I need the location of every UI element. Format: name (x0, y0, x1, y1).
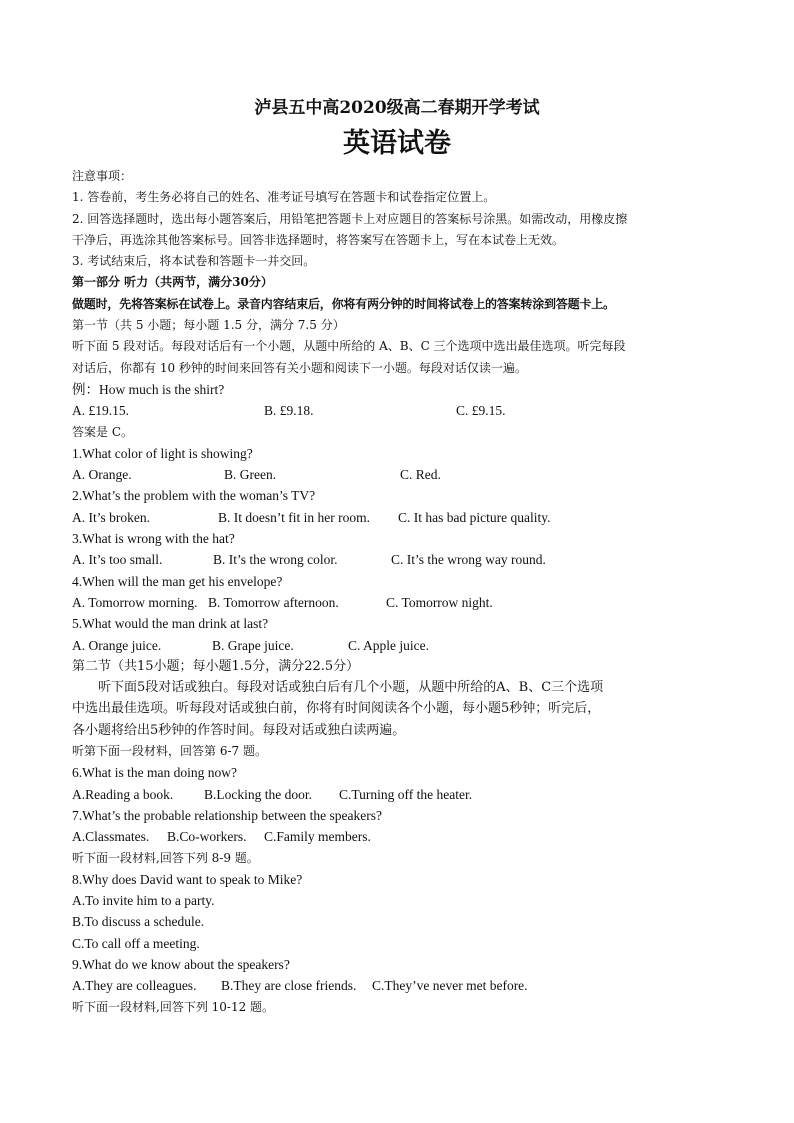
option-a: A. It’s too small. (72, 552, 163, 568)
option-c: C. Tomorrow night. (386, 594, 493, 610)
exam-subtitle: 英语试卷 (343, 128, 451, 159)
option-b: B.To discuss a schedule. (72, 914, 205, 930)
exam-page (72, 96, 722, 1018)
question-text: 7.What’s the probable relationship between the speakers? (72, 807, 383, 823)
exam-title: 泸县五中高2020级高二春期开学考试 (254, 98, 540, 118)
note-item: 2. 回答选择题时，选出每小题答案后，用铅笔把答题卡上对应题目的答案标号涂黑。如需改动，用橡皮擦 (72, 211, 628, 226)
option-c: C.Turning off the heater. (339, 786, 473, 802)
section2-directions: 听下面5段对话或独白。每段对话或独白后有几个小题，从题中所给的A、B、C三个选项 (98, 680, 604, 696)
option-a: A.Classmates. (72, 829, 150, 845)
option-b: B.They are close friends. (221, 978, 357, 994)
option-a: A. Orange. (72, 467, 132, 483)
question-text: 4.When will the man get his envelope? (72, 573, 283, 589)
example-answer: 答案是 C。 (72, 424, 133, 439)
part1-heading: 第一部分 听力（共两节，满分30分） (72, 275, 273, 290)
question-options (72, 635, 722, 656)
option-b: B. Tomorrow afternoon. (208, 594, 339, 610)
question-options (72, 464, 722, 485)
example-options (72, 400, 722, 421)
section1-directions: 对话后，你都有 10 秒钟的时间来回答有关小题和阅读下一小题。每段对话仅读一遍。 (72, 360, 527, 375)
material-instruction: 听第下面一段材料，回答第 6-7 题。 (72, 744, 267, 759)
question-text: 3.What is wrong with the hat? (72, 531, 235, 547)
option-c: C.To call off a meeting. (72, 935, 200, 951)
question-text: 6.What is the man doing now? (72, 765, 237, 781)
option-c: C. It has bad picture quality. (398, 509, 551, 525)
option-b: B. It doesn’t fit in her room. (218, 509, 370, 525)
question-options (72, 784, 722, 805)
question-options (72, 826, 722, 847)
option-a: A. Orange juice. (72, 637, 162, 653)
section2-heading: 第二节（共15小题；每小题1.5分，满分22.5分） (72, 658, 360, 674)
note-item: 干净后，再选涂其他答案标号。回答非选择题时，将答案写在答题卡上，写在本试卷上无效。 (72, 232, 565, 247)
option-b: B. It’s the wrong color. (213, 552, 338, 568)
option-a: A.Reading a book. (72, 786, 174, 802)
option-a: A.To invite him to a party. (72, 893, 215, 909)
note-item: 1. 答卷前，考生务必将自己的姓名、准考证号填写在答题卡和试卷指定位置上。 (72, 190, 496, 205)
question-options (72, 549, 722, 570)
note-item: 3. 考试结束后，将本试卷和答题卡一并交回。 (72, 254, 316, 269)
option-b: B. Grape juice. (212, 637, 294, 653)
material-instruction: 听下面一段材料,回答下列 10-12 题。 (72, 999, 275, 1014)
option-b: B.Co-workers. (167, 829, 247, 845)
question-text: 9.What do we know about the speakers? (72, 956, 290, 972)
option-b: B. Green. (224, 467, 277, 483)
option-a: A. £19.15. (72, 403, 129, 419)
option-c: C. Red. (400, 467, 441, 483)
question-text: 8.Why does David want to speak to Mike? (72, 871, 303, 887)
option-a: A.They are colleagues. (72, 978, 197, 994)
question-options (72, 592, 722, 613)
question-text: 1.What color of light is showing? (72, 445, 253, 461)
option-b: B. £9.18. (264, 403, 314, 419)
section2-directions: 中选出最佳选项。听每段对话或独白前，你将有时间阅读各个小题，每小题5秒钟；听完后， (72, 701, 601, 717)
example-question: 例：How much is the shirt? (72, 381, 225, 397)
part1-instruction: 做题时，先将答案标在试卷上。录音内容结束后，你将有两分钟的时间将试卷上的答案转涂到答题卡上。 (72, 296, 615, 311)
notes-heading: 注意事项： (72, 169, 133, 183)
material-instruction: 听下面一段材料,回答下列 8-9 题。 (72, 850, 259, 865)
option-b: B.Locking the door. (204, 786, 312, 802)
option-a: A. It’s broken. (72, 509, 150, 525)
question-text: 5.What would the man drink at last? (72, 616, 269, 632)
option-c: C. £9.15. (456, 403, 506, 419)
section2-directions: 各小题将给出5秒钟的作答时间。每段对话或独白读两遍。 (72, 722, 406, 738)
option-c: C.Family members. (264, 829, 371, 845)
question-options (72, 975, 722, 996)
section1-directions: 听下面 5 段对话。每段对话后有一个小题，从题中所给的 A、B、C 三个选项中选出最佳选项。听完每段 (72, 339, 626, 354)
option-c: C. Apple juice. (348, 637, 429, 653)
section1-heading: 第一节（共 5 小题；每小题 1.5 分，满分 7.5 分） (72, 318, 345, 333)
option-c: C.They’ve never met before. (372, 978, 528, 994)
question-text: 2.What’s the problem with the woman’s TV? (72, 488, 316, 504)
question-options (72, 507, 722, 528)
option-a: A. Tomorrow morning. (72, 594, 198, 610)
option-c: C. It’s the wrong way round. (391, 552, 546, 568)
